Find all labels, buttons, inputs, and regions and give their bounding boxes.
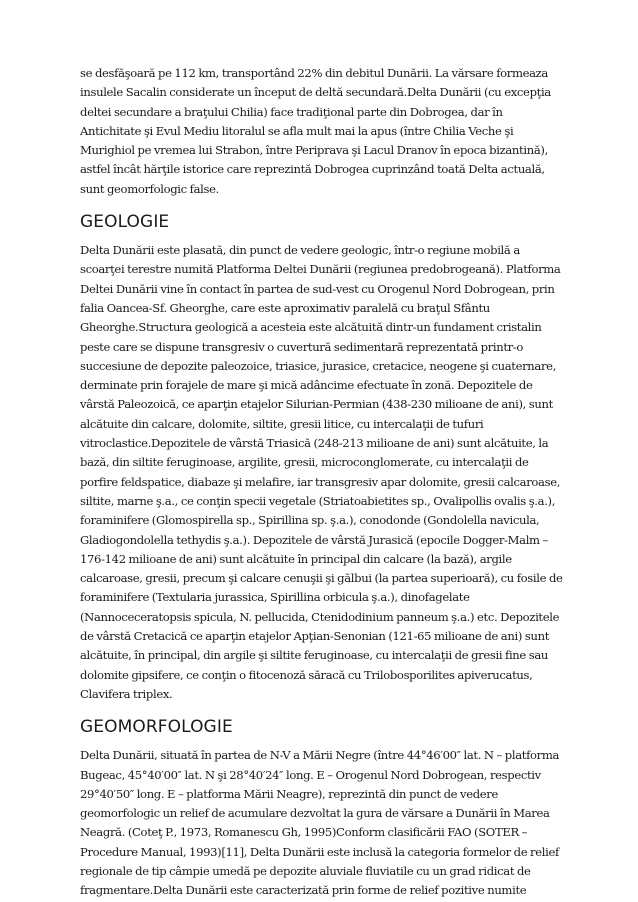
section-heading-geologie: GEOLOGIE [80, 212, 170, 233]
section-paragraph-geologie: Delta Dunării este plasată, din punct de vedere geologic, într-o regiune mobilă a scoarţei terestre numită Platforma Deltei Dunării (regiunea predobrogeană). Platforma Deltei Dunării vine în contact în partea de sud-vest cu Orogenul Nord Dobrogean, prin falia Oancea-Sf. Gheorghe, care este aproximativ paralelă cu braţul Sfântu Gheorghe.Structura geologică a acesteia este alcătuită dintr-un fundament cristalin peste care se dispune transgresiv o cuvertură sedimentară reprezentată printr-o succesiune de depozite paleozoice, triasice, jurasice, cretacice, neogene şi cuaternare, derminate prin forajele de mare şi mică adâncime efectuate în zonă. Depozitele de vârstă Paleozoică, ce aparţin etajelor Silurian-Permian (438-230 milioane de ani), sunt alcătuite din calcare, dolomite, siltite, gresii litice, cu intercalaţii de tufuri vitroclastice.Depozitele de vârstă Triasică (248-213 milioane de ani) sunt alcătuite, la bază, din siltite feruginoase, argilite, gresii, microconglomerate, cu intercalaţii de porfire feldspatice, diabaze şi melafire, iar transgresiv apar dolomite, gresii calcaroase, siltite, marne ş.a., ce conţin specii vegetale (Striatoabietites sp., Ovalipollis ovalis ş.a.), foraminifere (Glomospirella sp., Spirillina sp. ş.a.), conodonde (Gondolella navicula, Gladiogondolella tethydis ş.a.). Depozitele de vârstă Jurasică (epocile Dogger-Malm – 176-142 milioane de ani) sunt alcătuite în principal din calcare (la bază), argile calcaroase, gresii, precum şi calcare cenuşii şi gălbui (la partea superioară), cu fosile de foraminifere (Textularia jurassica, Spirillina orbicula ş.a.), dinofagelate (Nannoceceratopsis spicula, N. pellucida, Ctenidodinium panneum ş.a.) etc. Depozitele de vârstă Cretacică ce aparţin etajelor Apţian-Senonian (121-65 milioane de ani) sunt alcătuite, în principal, din argile şi siltite feruginoase, cu intercalaţii de gresii fine sau dolomite gipsifere, ce conţin o fitocenoză săracă cu Trilobosporilites apiverucatus, Clavifera triplex. [80, 243, 563, 701]
section-heading-geomorfologie: GEOMORFOLOGIE [80, 717, 233, 738]
document-page [80, 64, 564, 901]
intro-paragraph: se desfăşoară pe 112 km, transportând 22% din debitul Dunării. La vărsare formeaza insulele Sacalin considerate un început de deltă secundară.Delta Dunării (cu excepţia deltei secundare a braţului Chilia) face tradiţional parte din Dobrogea, dar în Antichitate şi Evul Mediu litoralul se afla mult mai la apus (între Chilia Veche şi Murighiol pe vremea lui Strabon, între Periprava şi Lacul Dranov în epoca bizantină), astfel încât hărţile istorice care reprezintă Dobrogea cuprinzând toată Delta actuală, sunt geomorfologic false. [80, 66, 551, 196]
section-paragraph-geomorfologie: Delta Dunării, situată în partea de N-V a Mării Negre (între 44°46′00″ lat. N – platforma Bugeac, 45°40′00″ lat. N şi 28°40′24″ long. E – Orogenul Nord Dobrogean, respectiv 29°40′50″ long. E – platforma Mării Neagre), reprezintă din punct de vedere geomorfologic un relief de acumulare dezvoltat la gura de vărsare a Dunării în Marea Neagră. (Coteţ P., 1973, Romanescu Gh, 1995)Conform clasificării FAO (SOTER – Procedure Manual, 1993)[11], Delta Dunării este inclusă la categoria formelor de relief regionale de tip câmpie umedă pe depozite aluviale fluviatile cu un grad ridicat de fragmentare.Delta Dunării este caracterizată prin forme de relief pozitive numite [80, 748, 560, 898]
